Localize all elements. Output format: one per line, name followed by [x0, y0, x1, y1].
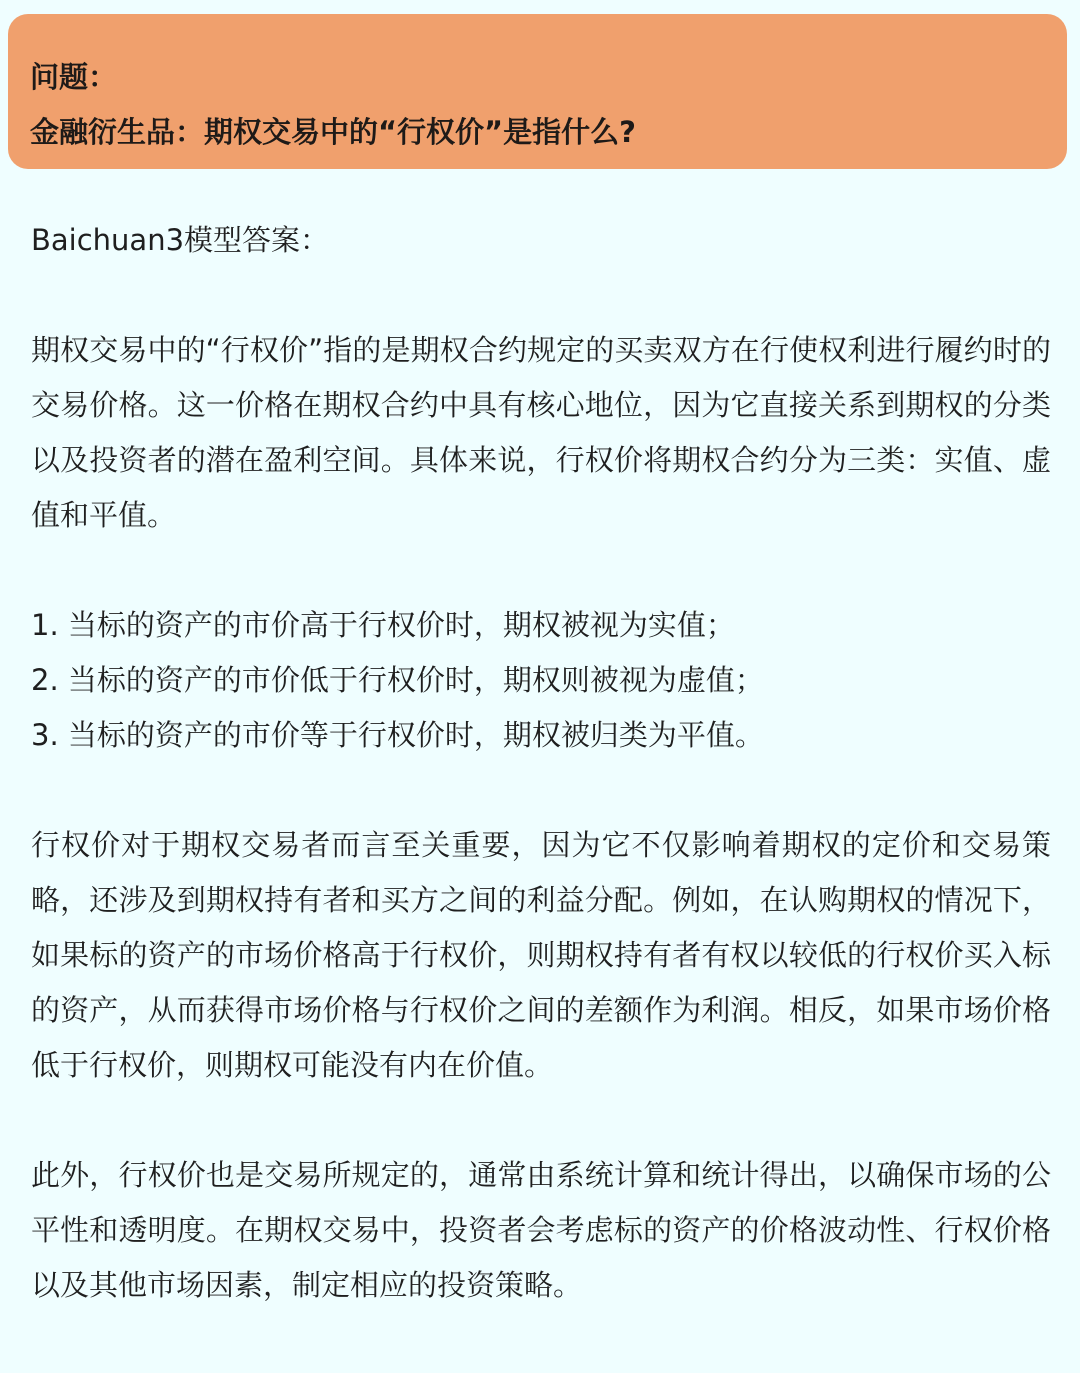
list-item: 2. 当标的资产的市价低于行权价时，期权则被视为虚值；	[31, 663, 764, 697]
answer-paragraph-importance: 行权价对于期权交易者而言至关重要，因为它不仅影响着期权的定价和交易策略，还涉及到期权持有者和买方之间的利益分配。例如，在认购期权的情况下，如果标的资产的市场价格高于行权价，则期权持有者有权以较低的行权价买入标的资产，从而获得市场价格与行权价之间的差额作为利润。相反，如果市场价格低于行权价，则期权可能没有内在价值。	[31, 828, 1051, 1082]
list-item: 3. 当标的资产的市价等于行权价时，期权被归类为平值。	[31, 718, 764, 752]
list-item: 1. 当标的资产的市价高于行权价时，期权被视为实值；	[31, 608, 735, 642]
question-label: 问题：	[30, 60, 118, 94]
question-text: 金融衍生品：期权交易中的“行权价”是指什么?	[30, 115, 636, 149]
answer-list	[31, 598, 1061, 763]
question-card	[8, 14, 1067, 169]
answer-paragraph-intro: 期权交易中的“行权价”指的是期权合约规定的买卖双方在行使权利进行履约时的交易价格。这一价格在期权合约中具有核心地位，因为它直接关系到期权的分类以及投资者的潜在盈利空间。具体来说，行权价将期权合约分为三类：实值、虚值和平值。	[31, 333, 1051, 532]
answer-heading: Baichuan3模型答案：	[31, 223, 330, 257]
answer-paragraph-closing: 此外，行权价也是交易所规定的，通常由系统计算和统计得出，以确保市场的公平性和透明度。在期权交易中，投资者会考虑标的资产的价格波动性、行权价格以及其他市场因素，制定相应的投资策略。	[31, 1158, 1051, 1302]
answer-section	[31, 213, 1061, 1313]
